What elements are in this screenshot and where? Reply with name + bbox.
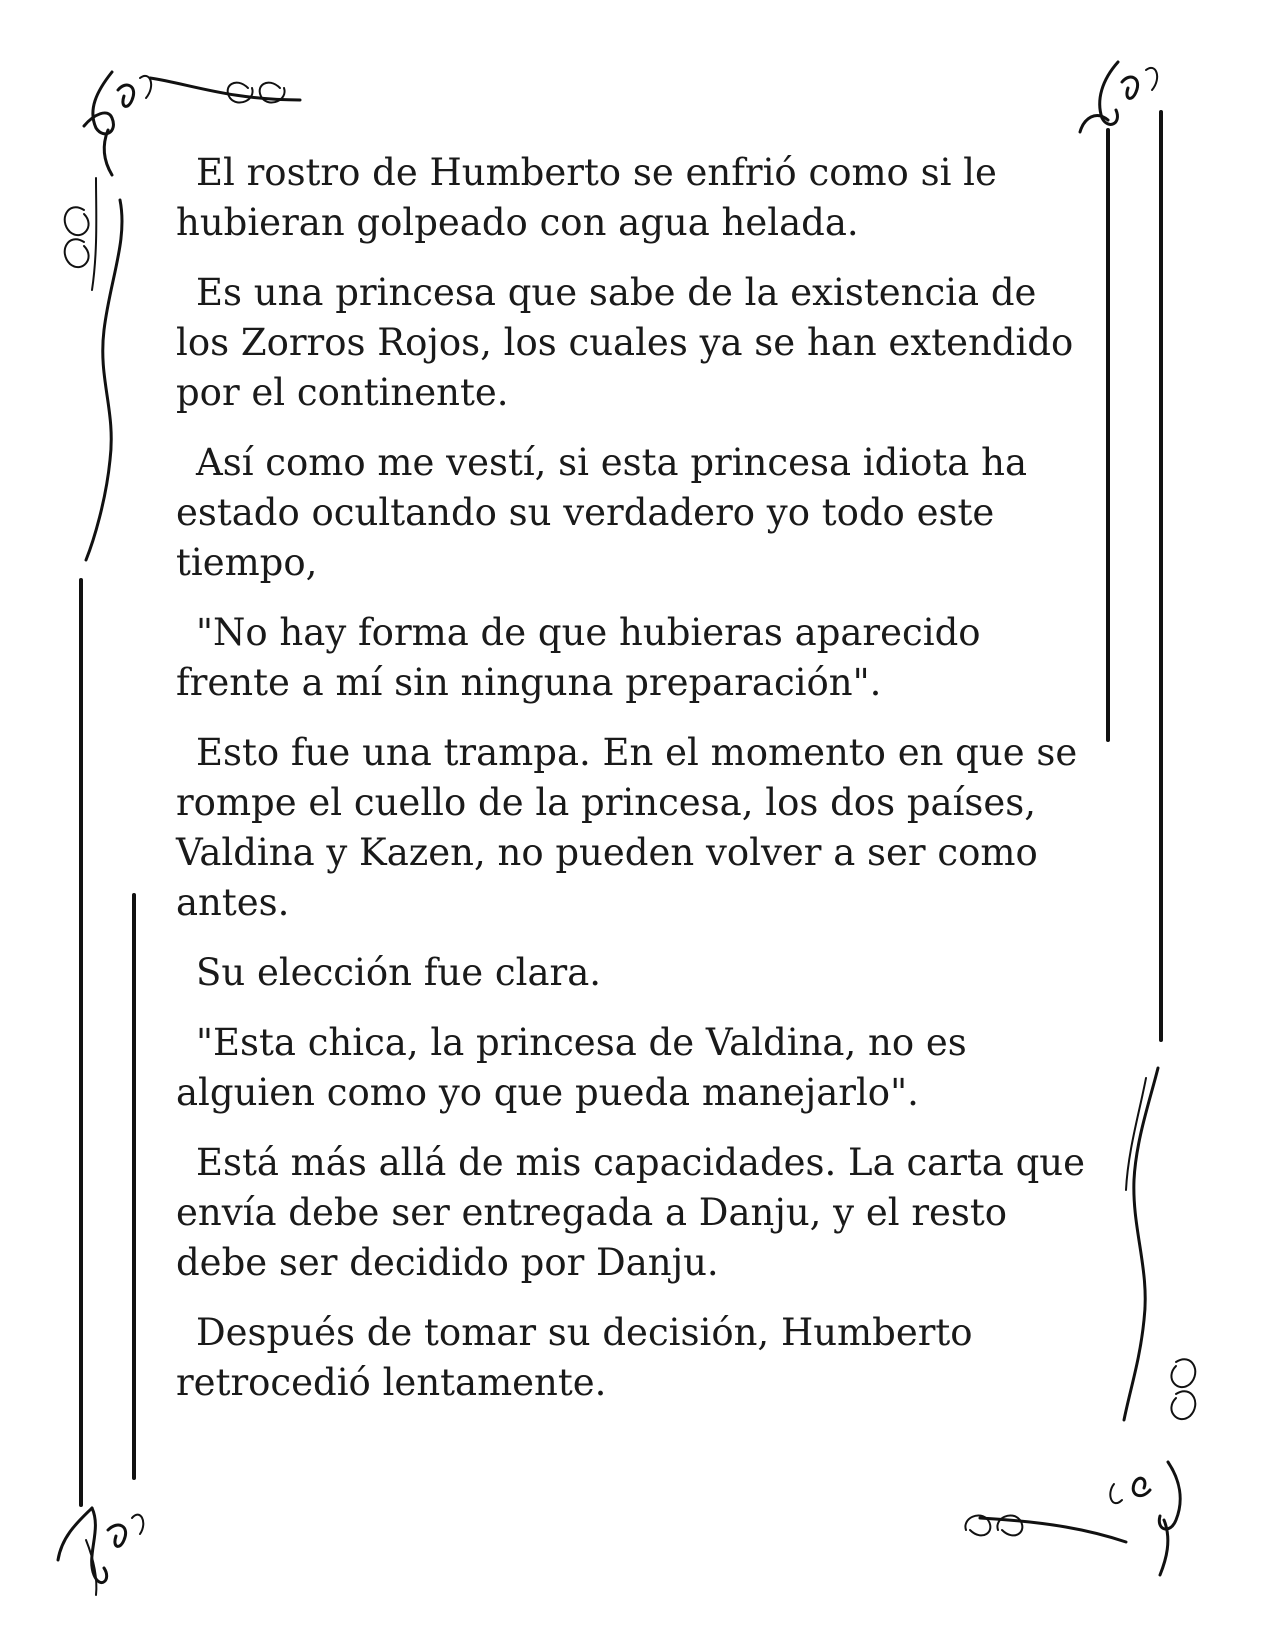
paragraph-8: Está más allá de mis capacidades. La carta que envía debe ser entregada a Danju, y el resto debe ser decidido por Danju. [176,1141,1086,1284]
bottom-left-flourish [58,1508,143,1595]
paragraph-7: "Esta chica, la princesa de Valdina, no es alguien como yo que pueda manejarlo". [176,1021,967,1114]
paragraph-9: Después de tomar su decisión, Humberto retrocedió lentamente. [176,1311,973,1404]
paragraph-5: Esto fue una trampa. En el momento en que se rompe el cuello de la princesa, los dos países, Valdina y Kazen, no pueden volver a ser como antes. [176,731,1078,924]
paragraph-1: El rostro de Humberto se enfrió como si le hubieran golpeado con agua helada. [176,151,997,244]
story-text [176,148,1096,1428]
paragraph-3: Así como me vestí, si esta princesa idiota ha estado ocultando su verdadero yo todo este tiempo, [176,441,1028,584]
paragraph-4: "No hay forma de que hubieras aparecido frente a mí sin ninguna preparación". [176,611,981,704]
paragraph-2: Es una princesa que sabe de la existencia de los Zorros Rojos, los cuales ya se han extendido por el continente. [176,271,1074,414]
left-vertical-rules [81,580,134,1505]
paragraph-6: Su elección fue clara. [196,951,602,994]
